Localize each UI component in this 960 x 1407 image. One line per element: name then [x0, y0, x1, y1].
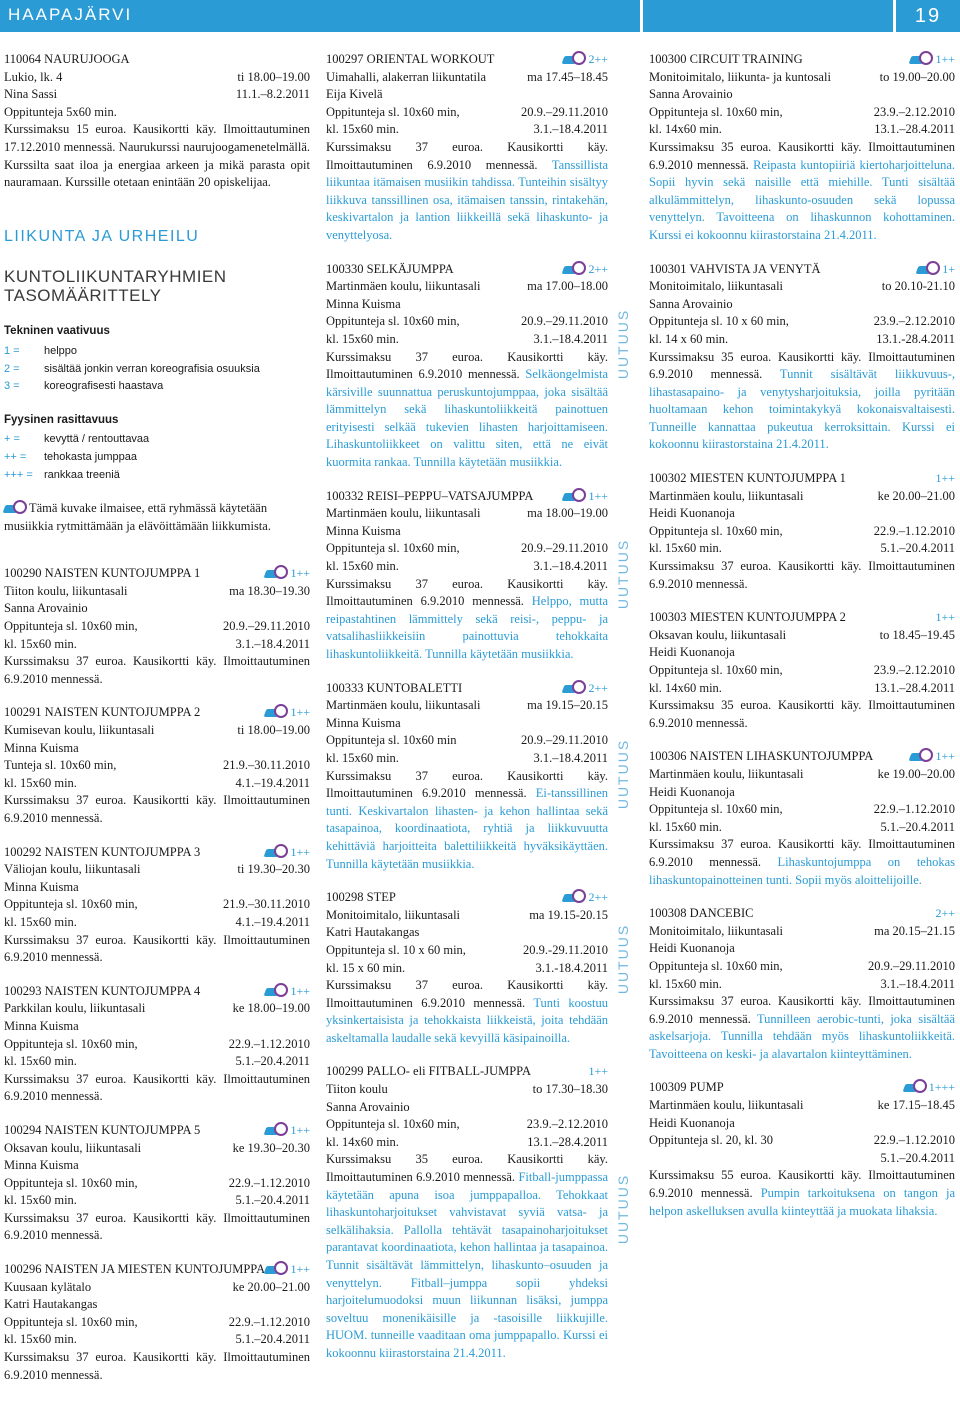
music-icon	[910, 51, 932, 65]
uutuus-badge: UUTUUS	[615, 738, 631, 810]
course-level: 2++	[588, 680, 608, 695]
music-icon	[265, 704, 287, 718]
uutuus-badge: UUTUUS	[615, 538, 631, 610]
course-entry	[4, 51, 310, 192]
uutuus-badge: UUTUUS	[615, 308, 631, 380]
course-teacher: Eija Kivelä	[326, 87, 383, 102]
course-level: 1++	[290, 983, 310, 998]
course-title: 100330 SELKÄJUMPPA	[326, 261, 454, 276]
course-level: 1++	[935, 610, 955, 625]
course-level: 2++	[588, 890, 608, 905]
header-title: HAAPAJÄRVI	[8, 5, 133, 24]
header-bar	[0, 0, 640, 32]
legend-title: Tekninen vaativuus	[4, 325, 110, 338]
course-teacher: Katri Hautakangas	[326, 925, 420, 940]
course-teacher: Sanna Arovainio	[326, 1099, 410, 1114]
course-level: 1++	[588, 488, 608, 503]
music-icon	[265, 565, 287, 579]
course-title: 100292 NAISTEN KUNTOJUMPPA 3	[4, 844, 201, 859]
course-entry: 100333 KUNTOBALETTI 2++ Martinmäen koulu, liikuntasali ma 19.15–20.15 Minna Kuisma Oppitunteja sl. 10x60 min 20.9.–29.11.2010 kl. 15x60 min. 3.1.–18.4.2011 Kurssimaksu 37 euroa. Kausikortti käy. Ilmoittautuminen 6.9.2010 mennessä. Ei-tanssillinen tunti. Keskivartalon lihasten- ja kehon hallintaa sekä tasapainoa, koordinaatiota, ryhtiä ja liikkuvuutta kehittäviä harjoitteita balettiliikkeitä hyväksikäyttäen. Tunnilla käytetään musiikkia.	[326, 680, 608, 871]
course-location-row: Lukio, lk. 4 ti 18.00–19.00	[4, 69, 310, 84]
course-teacher: Sanna Arovainio	[649, 296, 733, 311]
course-title: 100332 REISI–PEPPU–VATSAJUMPPA	[326, 488, 534, 503]
course-entry: 100308 DANCEBIC 2++ Monitoimitalo, liikuntasali ma 20.15–21.15 Heidi Kuonanoja Oppitunteja sl. 10x60 min, 20.9.–29.11.2010 kl. 15x60 min. 3.1.–18.4.2011 Kurssimaksu 37 euroa. Kausikortti käy. Ilmoittautuminen 6.9.2010 mennessä. Tunnilleen aerobic-tunti, joka sisältää askelsarjoja. Tunnilla tehdään myös lihaskuntoliikkeitä. Tavoitteena on keski- ja alavartalon kiinteyttäminen.	[649, 906, 955, 1061]
course-teacher: Minna Kuisma	[4, 879, 79, 894]
course-description: Pumpin tarkoituksena on tangon ja helpon askelluksen avulla kiinteyttää ja muokata lihaksia.	[649, 1186, 955, 1218]
course-entry: 100306 NAISTEN LIHASKUNTOJUMPPA 1++ Martinmäen koulu, liikuntasali ke 19.00–20.00 Heidi Kuonanoja Oppitunteja sl. 10x60 min, 22.9.–1.12.2010 kl. 15x60 min. 5.1.–20.4.2011 Kurssimaksu 37 euroa. Kausikortti käy. Ilmoittautuminen 6.9.2010 mennessä. Lihaskuntojumppa on tehokas lihaskuntopainotteinen tunti. Sopii myös aloittelijoille.	[649, 749, 955, 887]
course-teacher: Minna Kuisma	[326, 523, 401, 538]
page-number: 19	[896, 0, 960, 32]
course-level: 1++	[588, 1064, 608, 1079]
course-entry: 100292 NAISTEN KUNTOJUMPPA 3 1++ Väliojan koulu, liikuntasali ti 19.30–20.30 Minna Kuisma Oppitunteja sl. 10x60 min, 21.9.–30.11.2010 kl. 15x60 min. 4.1.–19.4.2011 Kurssimaksu 37 euroa. Kausikortti käy. Ilmoittautuminen 6.9.2010 mennessä.	[4, 844, 310, 965]
course-level: 1++	[290, 705, 310, 720]
course-title: 100294 NAISTEN KUNTOJUMPPA 5	[4, 1122, 201, 1137]
course-entry: 100291 NAISTEN KUNTOJUMPPA 2 1++ Kumisevan koulu, liikuntasali ti 18.00–19.00 Minna Kuisma Tunteja sl. 10x60 min, 21.9.–30.11.2010 kl. 15x60 min. 4.1.–19.4.2011 Kurssimaksu 37 euroa. Kausikortti käy. Ilmoittautuminen 6.9.2010 mennessä.	[4, 705, 310, 825]
section-heading: LIIKUNTA JA URHEILU	[4, 227, 200, 245]
course-title: 100300 CIRCUIT TRAINING	[649, 52, 803, 66]
course-description: Helppo, mutta reipastahtinen lämmittely sekä reisi-, peppu- ja vatsalihasliikkeisiin painottuvia tehokkaita lihaskuntoliikkeitä. Tunnilla käytetään musiikkia.	[326, 594, 609, 661]
course-title: 100298 STEP	[326, 890, 396, 905]
course-level: 2++	[935, 906, 955, 921]
course-level: 1+++	[928, 1080, 955, 1095]
music-icon	[4, 500, 26, 514]
course-teacher: Katri Hautakangas	[4, 1297, 98, 1312]
course-title: 100291 NAISTEN KUNTOJUMPPA 2	[4, 705, 201, 720]
course-description: Tunnilleen aerobic-tunti, joka sisältää askelsarjoja. Tunnilla tehdään myös lihaskuntoliikkeitä. Tavoitteena on keski- ja alavartalon kiinteyttäminen.	[649, 1011, 955, 1061]
course-entry: 100294 NAISTEN KUNTOJUMPPA 5 1++ Oksavan koulu, liikuntasali ke 19.30–20.30 Minna Kuisma Oppitunteja sl. 10x60 min, 22.9.–1.12.2010 kl. 15x60 min. 5.1.–20.4.2011 Kurssimaksu 37 euroa. Kausikortti käy. Ilmoittautuminen 6.9.2010 mennessä.	[4, 1122, 310, 1243]
course-title: 100333 KUNTOBALETTI	[326, 680, 463, 695]
course-description: Ei-tanssillinen tunti. Keskivartalon lihasten- ja kehon hallintaa sekä tasapainoa, koordinaatiota, ryhtiä ja liikkuvuutta kehittäviä harjoitteita balettiliikkeitä hyväksikäyttäen. Tunnilla käytetään musiikkia.	[326, 786, 608, 871]
course-description: Selkäongelmista kärsiville suunnattua peruskuntojumppaa, joka sisältää lämmittelyn sekä lihaskuntoliikkeitä painottuen erityisesti selkää tukevien lihasten harjoittamiseen. Lihaskuntoliikkeet on valittu siten, että ne eivät kuormita rankaa. Tunnilla käytetään musiikkia.	[326, 367, 608, 470]
course-entry: 100290 NAISTEN KUNTOJUMPPA 1 1++ Tiiton koulu, liikuntasali ma 18.30–19.30 Sanna Arovainio Oppitunteja sl. 10x60 min, 20.9.–29.11.2010 kl. 15x60 min. 3.1.–18.4.2011 Kurssimaksu 37 euroa. Kausikortti käy. Ilmoittautuminen 6.9.2010 mennessä.	[4, 566, 310, 686]
section-subheading: KUNTOLIIKUNTARYHMIEN TASOMÄÄRITTELY	[4, 267, 227, 306]
course-entry: 100293 NAISTEN KUNTOJUMPPA 4 1++ Parkkilan koulu, liikuntasali ke 18.00–19.00 Minna Kuisma Oppitunteja sl. 10x60 min, 22.9.–1.12.2010 kl. 15x60 min. 5.1.–20.4.2011 Kurssimaksu 37 euroa. Kausikortti käy. Ilmoittautuminen 6.9.2010 mennessä.	[4, 983, 310, 1104]
course-title: 100296 NAISTEN JA MIESTEN KUNTOJUMPPA	[4, 1262, 266, 1277]
course-level: 1++	[290, 844, 310, 859]
uutuus-badge: UUTUUS	[615, 923, 631, 995]
music-note: Tämä kuvake ilmaisee, että ryhmässä käytetään musiikkia rytmittämään ja elävöittämään liikkumista.	[4, 501, 271, 533]
course-title: 100309 PUMP	[649, 1080, 724, 1095]
course-level: 2++	[588, 261, 608, 276]
header-bar-middle	[643, 0, 893, 32]
music-icon	[904, 1079, 926, 1093]
course-teacher: Heidi Kuonanoja	[649, 941, 735, 956]
music-icon	[563, 51, 585, 65]
course-level: 1++	[290, 1262, 310, 1277]
course-teacher: Sanna Arovainio	[649, 87, 733, 102]
course-title: 100299 PALLO- eli FITBALL-JUMPPA	[326, 1064, 531, 1079]
music-icon	[563, 261, 585, 275]
music-icon	[265, 1122, 287, 1136]
course-entry: 100303 MIESTEN KUNTOJUMPPA 2 1++ Oksavan koulu, liikuntasali to 18.45–19.45 Heidi Kuonanoja Oppitunteja sl. 10x60 min, 23.9.–2.12.2010 kl. 14x60 min. 13.1.–28.4.2011 Kurssimaksu 35 euroa. Kausikortti käy. Ilmoittautuminen 6.9.2010 mennessä.	[649, 610, 955, 730]
course-entry: 100299 PALLO- eli FITBALL-JUMPPA 1++ Tiiton koulu to 17.30–18.30 Sanna Arovainio Oppitunteja sl. 10x60 min, 23.9.–2.12.2010 kl. 14x60 min. 13.1.–28.4.2011 Kurssimaksu 35 euroa. Kausikortti käy. Ilmoittautuminen 6.9.2010 mennessä. Fitball-jumppassa käytetään apuna isoa jumppapalloa. Tehokkaat lihaskuntoharjoitukset vahvistavat syviä vatsa- ja selkälihaksia. Pallolla tehtävät tasapainoharjoitukset parantavat koordinaatiota, kehon hallintaa ja tasapainoa. Tunnit sisältävät lämmittelyn, lihaskunto–osuuden ja venyttelyn. Fitball–jumppa sopii yhdeksi harjoitelumuodoksi muun liikunnan lisäksi, jumppa soveltuu monenikäisille ja -tasoisille liikkujille. HUOM. tunneille vaaditaan oma jumppapallo. Kurssi ei kokoonnu kiirastorstaina 21.4.2011.	[326, 1064, 609, 1360]
course-title: 100297 ORIENTAL WORKOUT	[326, 52, 495, 66]
course-title: 110064 NAURUJOOGA	[4, 52, 130, 66]
course-title: 100306 NAISTEN LIHASKUNTOJUMPPA	[649, 749, 874, 764]
course-entry: 100298 STEP 2++ Monitoimitalo, liikuntasali ma 19.15-20.15 Katri Hautakangas Oppitunteja sl. 10 x 60 min, 20.9.-29.11.2010 kl. 15 x 60 min. 3.1.-18.4.2011 Kurssimaksu 37 euroa. Kausikortti käy. Ilmoittautuminen 6.9.2010 mennessä. Tunti koostuu yksinkertaisista ja tehokkaista liikkeistä, joita tehdään askeltamalla laudalle sekä kevyillä käsipainoilla.	[326, 890, 609, 1045]
course-title: 100308 DANCEBIC	[649, 906, 754, 921]
course-entry: 100301 VAHVISTA JA VENYTÄ 1+ Monitoimitalo, liikuntasali to 20.10-21.10 Sanna Arovainio Oppitunteja sl. 10 x 60 min, 23.9.–2.12.2010 kl. 14 x 60 min. 13.1.-28.4.2011 Kurssimaksu 35 euroa. Kausikortti käy. Ilmoittautuminen 6.9.2010 mennessä. Tunnit sisältävät liikkuvuus-, lihastasapaino- ja venytysharjoituksia, joilla pyritään huoltamaan kehon toimintakykyä kokonaisvaltaisesti. Tunneille kannattaa pukeutua kerroksittain. Kurssi ei kokoonnu kiirastorstaina 21.4.2011.	[649, 261, 955, 452]
course-title: 100290 NAISTEN KUNTOJUMPPA 1	[4, 566, 201, 581]
uutuus-badge: UUTUUS	[615, 1173, 631, 1245]
course-teacher: Heidi Kuonanoja	[649, 1115, 735, 1130]
course-teacher: Heidi Kuonanoja	[649, 784, 735, 799]
column-1	[4, 51, 310, 1400]
course-level: 1++	[935, 749, 955, 764]
music-icon	[563, 889, 585, 903]
course-entry: 100330 SELKÄJUMPPA 2++ Martinmäen koulu, liikuntasali ma 17.00–18.00 Minna Kuisma Oppitunteja sl. 10x60 min, 20.9.–29.11.2010 kl. 15x60 min. 3.1.–18.4.2011 Kurssimaksu 37 euroa. Kausikortti käy. Ilmoittautuminen 6.9.2010 mennessä. Selkäongelmista kärsiville suunnattua peruskuntojumppaa, joka sisältää lämmittelyn sekä lihaskuntoliikkeitä painottuen erityisesti selkää tukevien lihasten harjoittamiseen. Lihaskuntoliikkeet on valittu siten, että ne eivät kuormita rankaa. Tunnilla käytetään musiikkia.	[326, 261, 608, 470]
legend-title: Fyysinen rasittavuus	[4, 413, 119, 426]
course-title: 100301 VAHVISTA JA VENYTÄ	[649, 261, 821, 276]
music-icon	[910, 748, 932, 762]
course-description: Kurssimaksu 15 euroa. Kausikortti käy. Ilmoittautuminen 17.12.2010 mennessä. Naurukurssi naurujoogamenetelmällä. Kurssilta saat iloa ja energiaa arkeen ja mikä parasta opit nauramaan. Kurssille otetaan enintään 20 opiskelijaa.	[4, 122, 310, 190]
music-icon	[265, 1261, 287, 1275]
course-entry: 100309 PUMP 1+++ Martinmäen koulu, liikuntasali ke 17.15–18.45 Heidi Kuonanoja Oppitunteja sl. 20, kl. 30 22.9.–1.12.2010 5.1.–20.4.2011 Kurssimaksu 55 euroa. Kausikortti käy. Ilmoittautuminen 6.9.2010 mennessä. Pumpin tarkoituksena on tangon ja helpon askelluksen avulla kiinteyttää ja muokata lihaksia.	[649, 1080, 955, 1218]
music-icon	[563, 488, 585, 502]
course-description: Tanssillista liikuntaa itämaisen musiikin tahdissa. Tunteihin sisältyy liikkuva tanssillinen osa, itämaisen tanssin, rintakehän, keskivartalon ja lantion liikkeillä sekä lihaskunto- ja venyttelyosa.	[326, 157, 608, 242]
course-level: 1++	[290, 566, 310, 581]
course-entry: 100296 NAISTEN JA MIESTEN KUNTOJUMPPA 1++ Kuusaan kylätalo ke 20.00–21.00 Katri Hautakangas Oppitunteja sl. 10x60 min, 22.9.–1.12.2010 kl. 15x60 min. 5.1.–20.4.2011 Kurssimaksu 37 euroa. Kausikortti käy. Ilmoittautuminen 6.9.2010 mennessä.	[4, 1262, 310, 1382]
course-entry: 100302 MIESTEN KUNTOJUMPPA 1 1++ Martinmäen koulu, liikuntasali ke 20.00–21.00 Heidi Kuonanoja Oppitunteja sl. 10x60 min, 22.9.–1.12.2010 kl. 15x60 min. 5.1.–20.4.2011 Kurssimaksu 37 euroa. Kausikortti käy. Ilmoittautuminen 6.9.2010 mennessä.	[649, 471, 955, 591]
music-icon	[917, 261, 939, 275]
course-entry: 100297 ORIENTAL WORKOUT 2++ Uimahalli, alakerran liikuntatila ma 17.45–18.45 Eija Kivelä Oppitunteja sl. 10x60 min, 20.9.–29.11.2010 kl. 15x60 min. 3.1.–18.4.2011 Kurssimaksu 37 euroa. Kausikortti käy. Ilmoittautuminen 6.9.2010 mennessä. Tanssillista liikuntaa itämaisen musiikin tahdissa. Tunteihin sisältyy liikkuva tanssillinen osa, itämaisen tanssin, rintakehän, keskivartalon ja lantion liikkeillä sekä lihaskunto- ja venyttelyosa.	[326, 52, 608, 242]
legend-technical: Tekninen vaativuus 1 = helppo 2 = sisältää jonkin verran koreografisia osuuksia 3 = koreografisesti haastava	[4, 323, 310, 395]
course-description: Reipasta kuntopiiriä kiertoharjoitteluna. Sopii hyvin sekä naisille että miehille. Tunti sisältää alkulämmittelyn, lihaskunto-osuuden sekä lopussa venyttelyn. Tavoitteena on lihaskunnon kohottaminen. Kurssi ei kokoonnu kiirastorstaina 21.4.2011.	[649, 157, 955, 242]
course-teacher: Minna Kuisma	[326, 296, 401, 311]
course-teacher: Minna Kuisma	[4, 1018, 79, 1033]
course-description: Tunnit sisältävät liikkuvuus-, lihastasapaino- ja venytysharjoituksia, joilla pyritään huoltamaan kehon toimintakykyä kokonaisvaltaisesti. Tunneille kannattaa pukeutua kerroksittain. Kurssi ei kokoonnu kiirastorstaina 21.4.2011.	[649, 367, 955, 452]
course-title: 100303 MIESTEN KUNTOJUMPPA 2	[649, 610, 846, 625]
course-entry: 100332 REISI–PEPPU–VATSAJUMPPA 1++ Martinmäen koulu, liikuntasali ma 18.00–19.00 Minna Kuisma Oppitunteja sl. 10x60 min, 20.9.–29.11.2010 kl. 15x60 min. 3.1.–18.4.2011 Kurssimaksu 37 euroa. Kausikortti käy. Ilmoittautuminen 6.9.2010 mennessä. Helppo, mutta reipastahtinen lämmittely sekä reisi-, peppu- ja vatsalihasliikkeisiin painottuvia tehokkaita lihaskuntoliikkeitä. Tunnilla käytetään musiikkia.	[326, 488, 609, 661]
course-entry: 100300 CIRCUIT TRAINING 1++ Monitoimitalo, liikunta- ja kuntosali to 19.00–20.00 Sanna Arovainio Oppitunteja sl. 10x60 min, 23.9.–2.12.2010 kl. 14x60 min. 13.1.–28.4.2011 Kurssimaksu 35 euroa. Kausikortti käy. Ilmoittautuminen 6.9.2010 mennessä. Reipasta kuntopiiriä kiertoharjoitteluna. Sopii hyvin sekä naisille että miehille. Tunti sisältää alkulämmittelyn, lihaskunto-osuuden sekä lopussa venyttelyn. Tavoitteena on lihaskunnon kohottaminen. Kurssi ei kokoonnu kiirastorstaina 21.4.2011.	[649, 52, 955, 242]
course-description: Fitball-jumppassa käytetään apuna isoa jumppapalloa. Tehokkaat lihaskuntoharjoitukset vahvistavat syviä vatsa- ja selkälihaksia. Pallolla tehtävät tasapainoharjoitukset parantavat koordinaatiota, kehon hallintaa ja tasapainoa. Tunnit sisältävät lämmittelyn, lihaskunto–osuuden ja venyttelyn. Fitball–jumppa sopii yhdeksi harjoitelumuodoksi muun liikunnan lisäksi, jumppa soveltuu monenikäisille ja -tasoisille liikkujille. HUOM. tunneille vaaditaan oma jumppapallo. Kurssi ei kokoonnu kiirastorstaina 21.4.2011.	[326, 1170, 609, 1360]
course-teacher: Heidi Kuonanoja	[649, 506, 735, 521]
course-teacher: Minna Kuisma	[4, 1158, 79, 1173]
course-level: 2++	[588, 52, 608, 66]
course-teacher: Minna Kuisma	[326, 715, 401, 730]
page-header	[0, 0, 960, 32]
course-level: 1++	[935, 471, 955, 486]
legend-physical: Fyysinen rasittavuus + = kevyttä / rentouttavaa ++ = tehokasta jumppaa +++ = rankkaa treeniä	[4, 412, 310, 484]
course-teacher: Heidi Kuonanoja	[649, 645, 735, 660]
course-teacher: Sanna Arovainio	[4, 601, 88, 616]
column-3	[649, 51, 955, 1236]
course-lessons: Oppitunteja 5x60 min.	[4, 104, 117, 119]
course-title: 100302 MIESTEN KUNTOJUMPPA 1	[649, 471, 846, 486]
music-icon	[265, 844, 287, 858]
music-icon	[265, 983, 287, 997]
course-teacher-row: Nina Sassi 11.1.–8.2.2011	[4, 87, 310, 102]
course-teacher: Minna Kuisma	[4, 740, 79, 755]
course-level: 1++	[935, 52, 955, 66]
course-level: 1++	[290, 1122, 310, 1137]
course-description: Lihaskuntojumppa on tehokas lihaskuntopainotteinen tunti. Sopii myös aloittelijoille.	[649, 854, 955, 887]
music-icon	[563, 680, 585, 694]
course-level: 1+	[942, 261, 955, 276]
column-2	[326, 51, 608, 1379]
course-title: 100293 NAISTEN KUNTOJUMPPA 4	[4, 983, 201, 998]
course-description: Tunti koostuu yksinkertaisista ja tehokkaista liikkeistä, joita tehdään askeltamalla laudalle sekä kevyillä käsipainoilla.	[326, 995, 609, 1045]
